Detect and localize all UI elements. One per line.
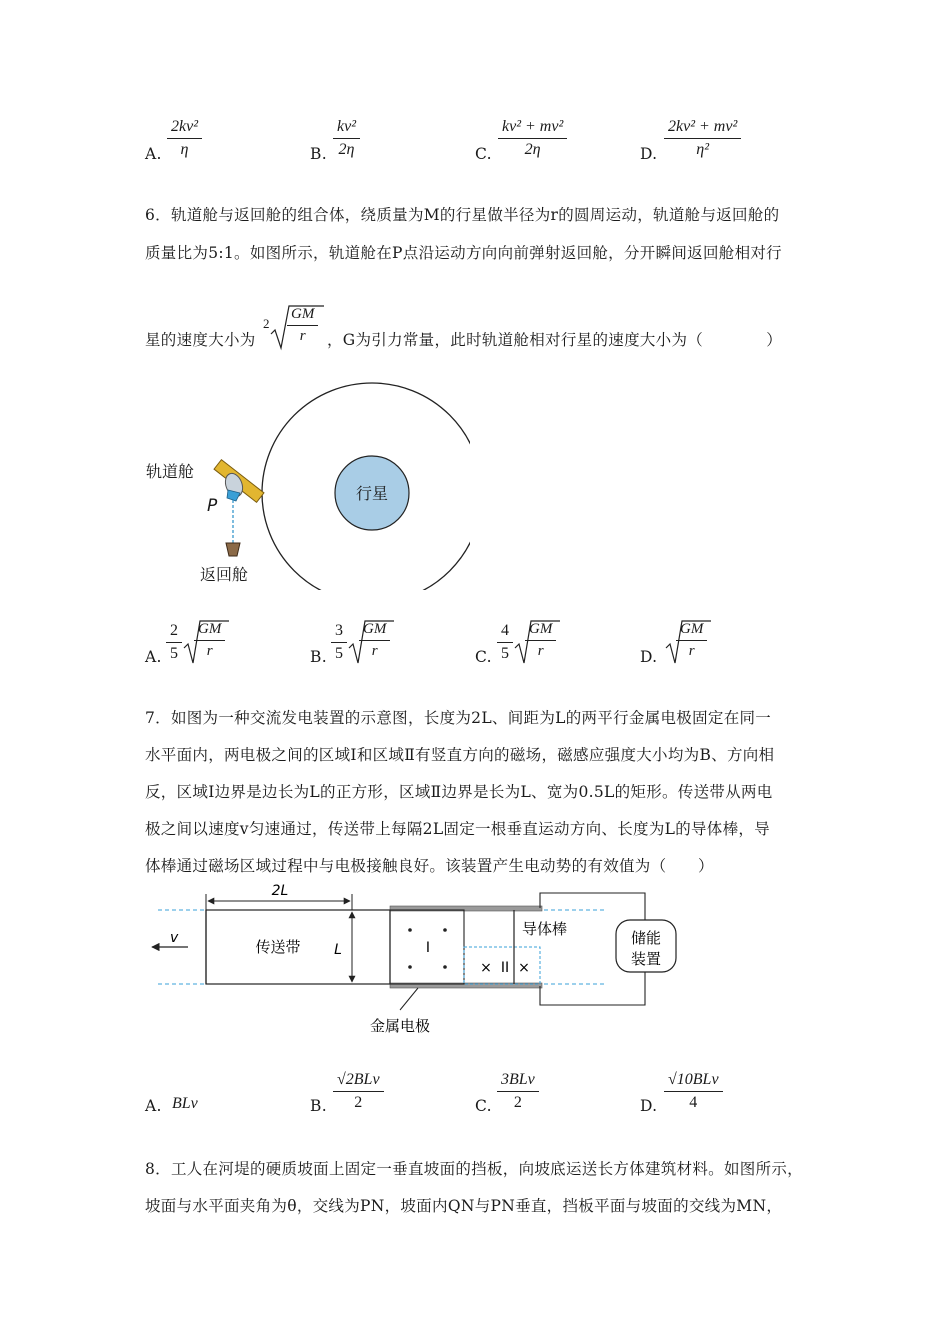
q7-option-c-fraction: 3BLv 2: [497, 1071, 539, 1112]
q7-line-1: 7．如图为一种交流发电装置的示意图，长度为2L、间距为L的两平行金属电极固定在同一: [145, 709, 772, 727]
q5-option-c-fraction: [498, 118, 567, 159]
region-2-label: II: [500, 960, 510, 976]
q7-line-2: 水平面内，两电极之间的区域Ⅰ和区域Ⅱ有竖直方向的磁场，磁感应强度大小均为B、方向相: [145, 746, 775, 764]
q7-option-a-value: BLv: [172, 1095, 198, 1112]
q6-option-a-coef: $\frac{2}{5}$: [166, 622, 182, 663]
q5-option-d-fraction: [664, 118, 741, 159]
orbiter-icon: [214, 460, 264, 503]
q8-line-2: 坡面与水平面夹角为θ，交线为PN，坡面内QN与PN垂直，挡板平面与坡面的交线为MN，: [145, 1197, 783, 1215]
q8-line-1: 8．工人在河堤的硬质坡面上固定一垂直坡面的挡板，向坡底运送长方体建筑材料。如图所示，: [145, 1160, 803, 1178]
q6-option-b-coef: $\frac{3}{5}$: [331, 622, 347, 663]
q6-option-a-radicand: $\frac{GM}{r}$: [194, 621, 225, 660]
q6-speed-radicand: [287, 306, 318, 345]
q5-option-b-num: kv²: [333, 118, 360, 139]
q5-option-d-label: D.: [640, 145, 658, 163]
q6-radicand-num: GM: [287, 306, 318, 326]
region-1-label: I: [425, 940, 431, 956]
q6-line-3-post: ，G为引力常量，此时轨道舱相对行星的速度大小为（ ）: [327, 331, 783, 349]
q7-line-3: 反，区域Ⅰ边界是边长为L的正方形，区域Ⅱ边界是长为L、宽为0.5L的矩形。传送带从两电: [145, 783, 773, 801]
belt-label: 传送带: [255, 938, 301, 956]
capsule-icon: [226, 543, 240, 556]
q7-option-d-fraction: √10BLv 4: [664, 1071, 723, 1112]
q6-speed-coef: 2: [263, 316, 270, 331]
q5-option-a-fraction: [167, 118, 202, 159]
planet-label: 行星: [355, 484, 389, 503]
point-p-label: P: [207, 496, 218, 516]
q6-line-1: 6．轨道舱与返回舱的组合体，绕质量为M的行星做半径为r的圆周运动，轨道舱与返回舱的: [145, 206, 780, 224]
electrode-pointer: [400, 988, 418, 1010]
storage-label-2: 装置: [630, 950, 662, 968]
q7-option-b-label: B.: [310, 1097, 327, 1115]
q5-option-d-den: η²: [696, 141, 709, 158]
q7-option-c-label: C.: [475, 1097, 492, 1115]
length-label: 2L: [271, 883, 289, 899]
q5-option-c-num: kv² + mv²: [498, 118, 567, 139]
q6-option-d-label: D.: [640, 648, 658, 666]
storage-label-1: 储能: [630, 929, 662, 947]
q6-line-3-pre: 星的速度大小为: [145, 331, 256, 349]
q7-generator-figure: [150, 880, 690, 1040]
q6-option-c-label: C.: [475, 648, 492, 666]
q7-line-4: 极之间以速度v匀速通过，传送带上每隔2L固定一根垂直运动方向、长度为L的导体棒，导: [145, 820, 771, 838]
q6-option-b-radicand: $\frac{GM}{r}$: [359, 621, 390, 660]
cross-2: ×: [518, 960, 530, 976]
q7-option-a-label: A.: [145, 1097, 162, 1115]
q7-option-b-fraction: √2BLv 2: [333, 1071, 384, 1112]
q5-option-c-den: 2η: [524, 141, 541, 158]
q7-option-d-label: D.: [640, 1097, 658, 1115]
q5-option-a-den: η: [180, 141, 189, 158]
q5-option-b-fraction: [333, 118, 360, 159]
electrode-label: 金属电极: [369, 1017, 431, 1035]
q5-option-d-num: 2kv² + mv²: [664, 118, 741, 139]
velocity-label: v: [170, 930, 179, 946]
q6-option-c-coef: $\frac{4}{5}$: [497, 622, 513, 663]
q6-radicand-den: r: [299, 328, 306, 344]
orbiter-label: 轨道舱: [146, 462, 195, 481]
q5-option-b-den: 2η: [338, 141, 355, 158]
q5-option-a-num: 2kv²: [167, 118, 202, 139]
width-label: L: [334, 942, 342, 958]
q6-option-c-radicand: $\frac{GM}{r}$: [525, 621, 556, 660]
q6-option-b-label: B.: [310, 648, 327, 666]
q6-option-d-radicand: $\frac{GM}{r}$: [676, 621, 707, 660]
q6-option-a-label: A.: [145, 648, 162, 666]
q6-line-2: 质量比为5:1。如图所示，轨道舱在P点沿运动方向向前弹射返回舱，分开瞬间返回舱相对行: [145, 244, 782, 262]
q7-line-5: 体棒通过磁场区域过程中与电极接触良好。该装置产生电动势的有效值为（ ）: [145, 857, 714, 875]
q6-orbit-figure: [140, 375, 470, 590]
rod-label: 导体棒: [522, 920, 568, 938]
cross-1: ×: [480, 960, 492, 976]
q5-option-a-label: A.: [145, 145, 162, 163]
q6-line-3: [145, 302, 825, 352]
q5-option-b-label: B.: [310, 145, 327, 163]
capsule-label: 返回舱: [200, 565, 249, 584]
q5-option-c-label: C.: [475, 145, 492, 163]
